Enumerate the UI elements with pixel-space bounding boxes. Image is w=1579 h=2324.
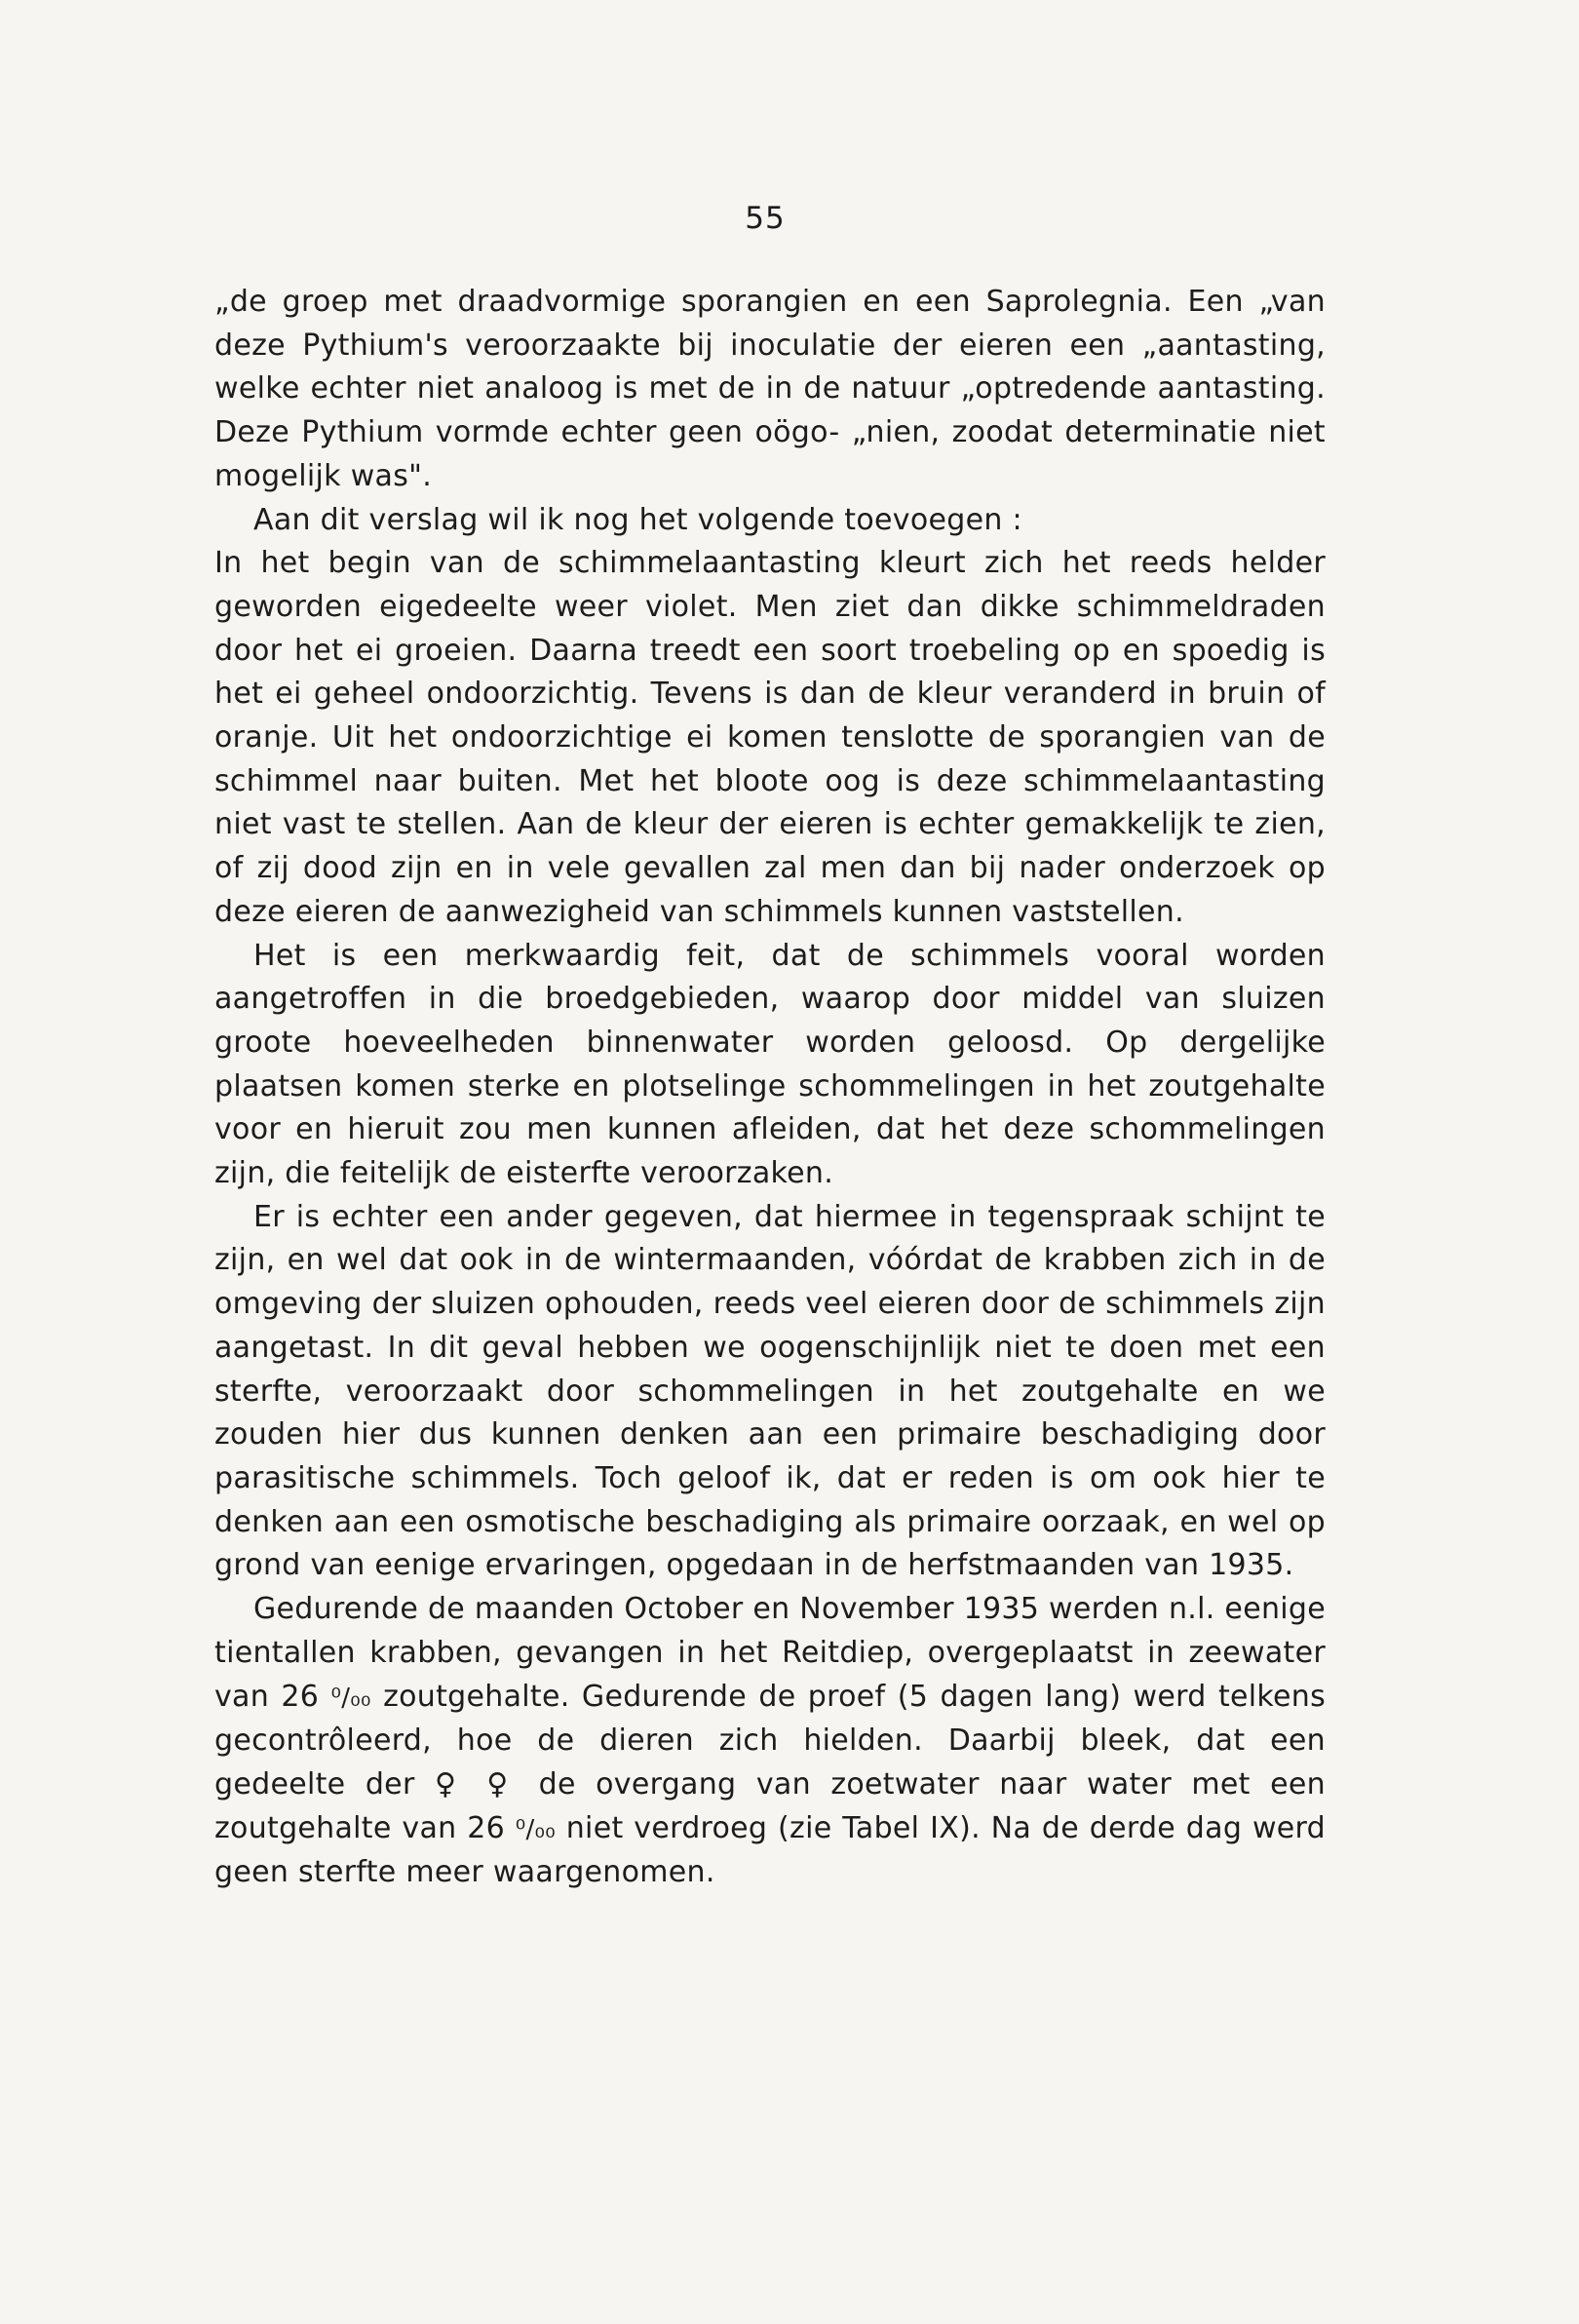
page-number: 55 <box>745 201 786 236</box>
paragraph-quote: „de groep met draadvormige sporangien en een Saprolegnia. Een „van deze Pythium's veroorzaakte bij inoculatie der eieren een „aantasting, welke echter niet analoog is met de in de natuur „optredende aantasting. Deze Pythium vormde echter geen oögo- „nien, zoodat determinatie niet mogelijk was". <box>214 285 1326 493</box>
per-mille-unit: ⁰/₀₀ <box>515 1814 556 1844</box>
experiment-text-part3: niet verdroeg (zie Tabel IX). Na de derde dag werd geen sterfte meer waargenomen. <box>214 1810 1326 1890</box>
paragraph-contradiction: Er is echter een ander gegeven, dat hiermee in tegenspraak schijnt te zijn, en wel dat ook in de wintermaanden, vóórdat de krabben zich in de omgeving der sluizen ophouden, reeds veel eieren door de schimmels zijn aangetast. In dit geval hebben we oogenschijnlijk niet te doen met een sterfte, veroorzaakt door schommelingen in het zoutgehalte en we zouden hier dus kunnen denken aan een primaire beschadiging door parasitische schimmels. Toch geloof ik, dat er reden is om ook hier te denken aan een osmotische beschadiging als primaire oorzaak, en wel op grond van eenige ervaringen, opgedaan in de herfstmaanden van 1935. <box>214 1199 1326 1583</box>
per-mille-unit: ⁰/₀₀ <box>330 1683 371 1713</box>
paragraph-addition: Aan dit verslag wil ik nog het volgende toevoegen : <box>253 502 1022 537</box>
paragraph-sluice-observation: Het is een merkwaardig feit, dat de schimmels vooral worden aangetroffen in die broedgebieden, waarop door middel van sluizen groote hoeveelheden binnenwater worden geloosd. Op dergelijke plaatsen komen sterke en plotselinge schommelingen in het zoutgehalte voor en hieruit zou men kunnen afleiden, dat het deze schommelingen zijn, die feitelijk de eisterfte veroorzaken. <box>214 938 1326 1191</box>
experiment-text-part2: zoutgehalte. Gedurende de proef (5 dagen lang) werd telkens gecontrôleerd, hoe de dieren zich hielden. Daarbij bleek, dat een gedeelte der ♀ ♀ de overgang van zoetwater naar water met een zoutgehalte van 26 <box>214 1679 1327 1845</box>
experiment-text-part1: Gedurende de maanden October en November 1935 werden n.l. eenige tientallen krabben, gevangen in het Reitdiep, overgeplaatst in zeewater van 26 <box>214 1592 1326 1714</box>
paragraph-infection-description: In het begin van de schimmelaantasting kleurt zich het reeds helder geworden eigedeelte weer violet. Men ziet dan dikke schimmeldraden door het ei groeien. Daarna treedt een soort troebeling op en spoedig is het ei geheel ondoorzichtig. Tevens is dan de kleur veranderd in bruin of oranje. Uit het ondoorzichtige ei komen tenslotte de sporangien van de schimmel naar buiten. Met het bloote oog is deze schimmelaantasting niet vast te stellen. Aan de kleur der eieren is echter gemakkelijk te zien, of zij dood zijn en in vele gevallen zal men dan bij nader onderzoek op deze eieren de aanwezigheid van schimmels kunnen vaststellen. <box>214 546 1326 929</box>
paragraph-experiment <box>214 1588 1326 1895</box>
body-text <box>214 281 1326 1895</box>
